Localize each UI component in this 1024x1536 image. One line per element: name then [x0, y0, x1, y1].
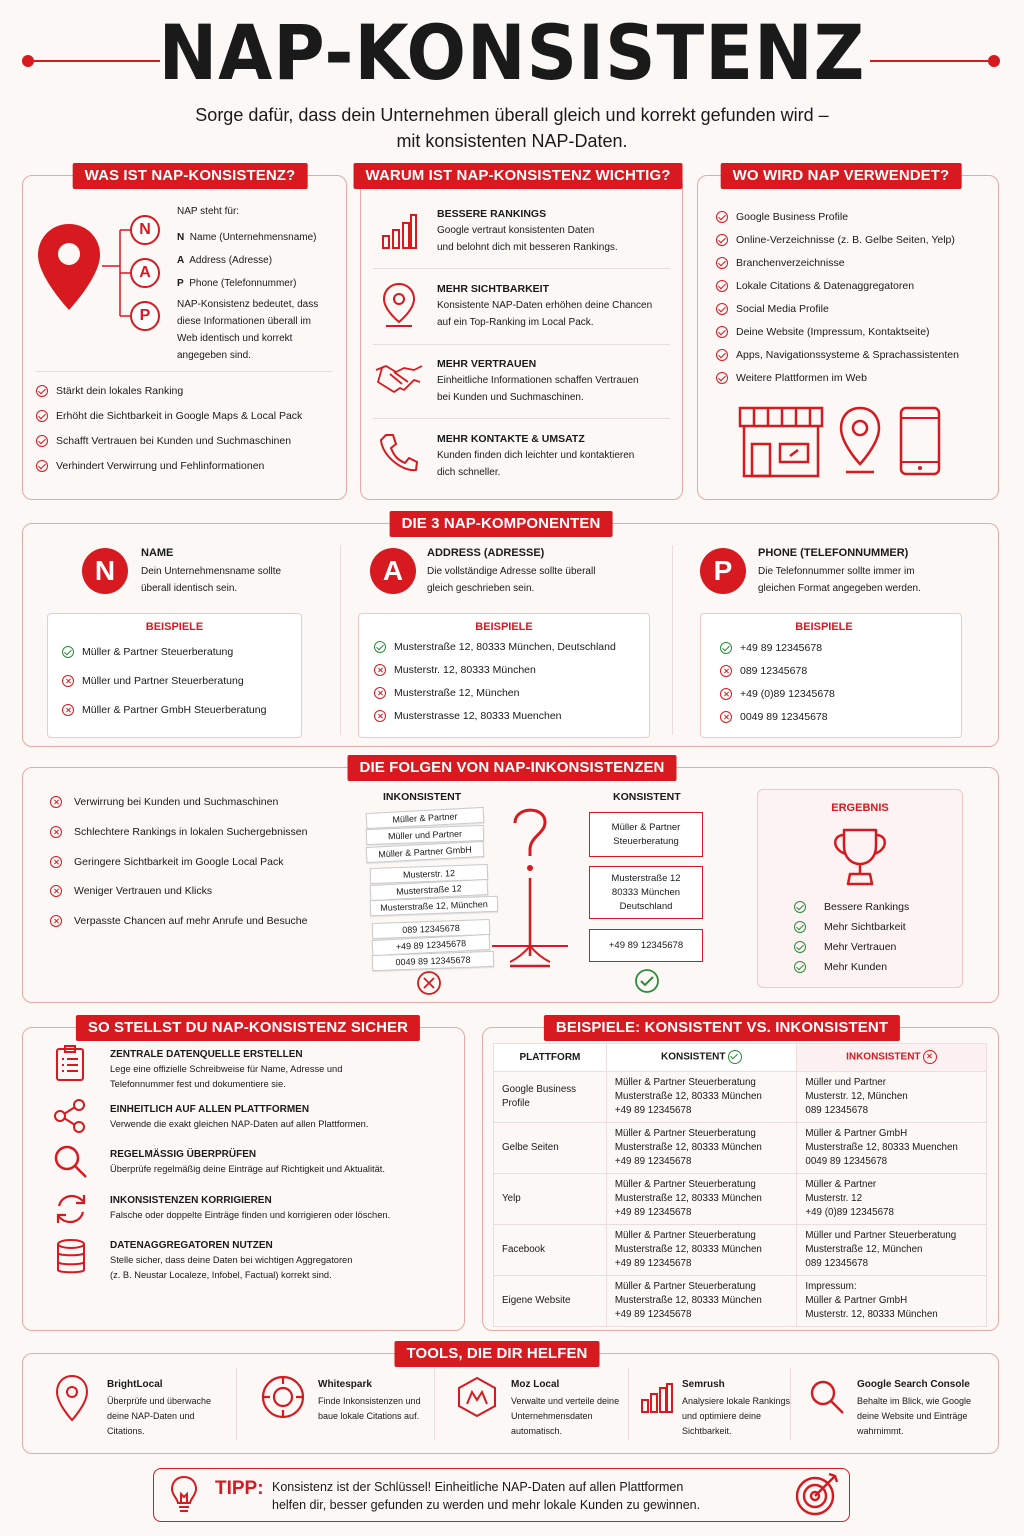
- tipp-text: Konsistenz ist der Schlüssel! Einheitliche NAP-Daten auf allen Plattformen helfen dir, besser gefunden zu werden und mehr lokale Kunden zu gewinnen.: [272, 1480, 701, 1512]
- sicher-item-aggregatoren: DATENAGGREGATOREN NUTZEN Stelle sicher, dass deine Daten bei wichtigen Aggregatoren (z. B. Neustar Localeze, Infobel, Factual) korrekt sind.: [110, 1240, 353, 1280]
- ergebnis-item: Mehr Sichtbarkeit: [794, 921, 906, 933]
- kon-phone-box: +49 89 12345678: [589, 929, 703, 962]
- table-row: Eigene Website Müller & Partner Steuerberatung Musterstraße 12, 80333 München +49 89 12345678 Impressum: Müller & Partner GmbH Musterstr. 12, 80333 München: [494, 1276, 987, 1327]
- wo-title: WO WIRD NAP VERWENDET?: [721, 163, 962, 189]
- usage-item: Apps, Navigationssysteme & Sprachassistenten: [716, 349, 959, 361]
- x-icon: [923, 1050, 937, 1064]
- handshake-icon: [374, 362, 424, 394]
- tool-semrush: Semrush Analysiere lokale Rankings und optimiere deine Sichtbarkeit.: [682, 1379, 791, 1436]
- storefront-icon: [736, 404, 826, 480]
- page-subtitle: [0, 102, 1024, 154]
- page-title: NAP-KONSISTENZ: [158, 8, 866, 98]
- refresh-icon: [53, 1192, 89, 1226]
- letter-badge-p: P: [700, 548, 746, 594]
- check-icon: [36, 385, 48, 397]
- table-row: Yelp Müller & Partner Steuerberatung Musterstraße 12, 80333 München +49 89 12345678 Müller & Partner Musterstr. 12 +49 (0)89 12345678: [494, 1174, 987, 1225]
- benefit-item: Verhindert Verwirrung und Fehlinformationen: [36, 460, 264, 472]
- bar-chart-icon: [380, 212, 418, 250]
- check-icon: [716, 349, 728, 361]
- moz-hexagon-icon: [456, 1376, 498, 1418]
- pin-icon: [54, 1374, 90, 1422]
- check-icon: [36, 460, 48, 472]
- database-icon: [55, 1238, 87, 1276]
- komponenten-divider: [672, 545, 673, 735]
- example-item: 0049 89 12345678: [720, 711, 828, 723]
- x-icon: [720, 688, 732, 700]
- check-icon: [716, 234, 728, 246]
- usage-item: Social Media Profile: [716, 303, 829, 315]
- ergebnis-item: Bessere Rankings: [794, 901, 909, 913]
- letter-badge-n: N: [82, 548, 128, 594]
- nap-letter-p: P: [130, 301, 160, 331]
- x-icon: [50, 856, 62, 868]
- usage-item: Deine Website (Impressum, Kontaktseite): [716, 326, 930, 338]
- target-circle-icon: [260, 1374, 306, 1420]
- sicher-item-korrigieren: INKONSISTENZEN KORRIGIEREN Falsche oder doppelte Einträge finden und korrigieren oder löschen.: [110, 1195, 391, 1220]
- warum-item-vertrauen: MEHR VERTRAUEN Einheitliche Informationen schaffen Vertrauen bei Kunden und Suchmaschinen.: [437, 358, 639, 403]
- ink-card: +49 89 12345678: [372, 934, 491, 956]
- warum-item-sichtbarkeit: MEHR SICHTBARKEIT Konsistente NAP-Daten erhöhen deine Chancen auf ein Top-Ranking im Local Pack.: [437, 283, 653, 328]
- warum-title: WARUM IST NAP-KONSISTENZ WICHTIG?: [354, 163, 683, 189]
- tools-divider: [790, 1368, 791, 1440]
- ink-card: Müller und Partner: [366, 825, 484, 845]
- warum-divider: [373, 418, 670, 419]
- balance-scale-icon: [490, 798, 570, 978]
- clipboard-icon: [55, 1044, 85, 1082]
- ink-card: Musterstr. 12: [370, 864, 488, 884]
- x-icon: [50, 826, 62, 838]
- x-icon: [50, 796, 62, 808]
- check-icon: [716, 257, 728, 269]
- map-pin-icon: [382, 282, 416, 328]
- sicher-item-datenquelle: ZENTRALE DATENQUELLE ERSTELLEN Lege eine offizielle Schreibweise für Name, Adresse und Telefonnummer fest und dokumentiere sie.: [110, 1049, 343, 1089]
- sicher-title: SO STELLST DU NAP-KONSISTENZ SICHER: [76, 1015, 420, 1041]
- table-header-row: [494, 1044, 987, 1072]
- x-icon: [374, 687, 386, 699]
- beispiele-title: BEISPIELE: KONSISTENT VS. INKONSISTENT: [544, 1015, 900, 1041]
- komponent-address-text: ADDRESS (ADRESSE) Die vollständige Adresse sollte überall gleich geschrieben sein.: [427, 547, 596, 594]
- example-item: Musterstraße 12, München: [374, 687, 519, 699]
- usage-item: Online-Verzeichnisse (z. B. Gelbe Seiten, Yelp): [716, 234, 955, 246]
- example-item: Musterstr. 12, 80333 München: [374, 664, 536, 676]
- check-icon: [794, 941, 806, 953]
- ink-card: Müller & Partner: [366, 807, 485, 829]
- usage-item: Google Business Profile: [716, 211, 848, 223]
- inconsistent-x-icon: [416, 970, 442, 996]
- x-icon: [374, 710, 386, 722]
- nap-letter-a: A: [130, 258, 160, 288]
- table-row: Gelbe Seiten Müller & Partner Steuerberatung Musterstraße 12, 80333 München +49 89 12345678 Müller & Partner GmbH Musterstraße 12, 80333 Muenchen 0049 89 12345678: [494, 1123, 987, 1174]
- x-icon: [720, 711, 732, 723]
- nap-stands-for: NAP steht für:: [177, 206, 240, 217]
- ink-card: 089 12345678: [372, 919, 490, 939]
- kon-name-box: Müller & Partner Steuerberatung: [589, 812, 703, 857]
- table-row: Facebook Müller & Partner Steuerberatung Musterstraße 12, 80333 München +49 89 12345678 Müller und Partner Steuerberatung Musterstraße 12, München 089 12345678: [494, 1225, 987, 1276]
- check-icon: [716, 280, 728, 292]
- komponenten-divider: [340, 545, 341, 735]
- check-icon: [36, 435, 48, 447]
- example-item: Müller & Partner GmbH Steuerberatung: [62, 704, 266, 716]
- check-icon: [720, 642, 732, 654]
- consistent-check-icon: [634, 968, 660, 994]
- nap-description: NAP-Konsistenz bedeutet, dass diese Informationen überall im Web identisch und korrekt angegeben sind.: [177, 299, 319, 361]
- example-item: Müller & Partner Steuerberatung: [62, 646, 233, 658]
- x-icon: [720, 665, 732, 677]
- consequence-item: Schlechtere Rankings in lokalen Suchergebnissen: [50, 826, 307, 838]
- ergebnis-item: Mehr Kunden: [794, 961, 887, 973]
- check-icon: [716, 372, 728, 384]
- location-icon: [838, 406, 882, 476]
- check-icon: [62, 646, 74, 658]
- example-item: Müller und Partner Steuerberatung: [62, 675, 244, 687]
- ink-card: 0049 89 12345678: [372, 951, 494, 971]
- col-inkonsistent: INKONSISTENT: [797, 1044, 987, 1072]
- warum-divider: [373, 268, 670, 269]
- example-item: Musterstrasse 12, 80333 Muenchen: [374, 710, 562, 722]
- tool-whitespark: Whitespark Finde Inkonsistenzen und baue lokale Citations auf.: [318, 1379, 421, 1421]
- smartphone-icon: [899, 406, 941, 476]
- check-icon: [794, 921, 806, 933]
- usage-item: Lokale Citations & Datenaggregatoren: [716, 280, 914, 292]
- tools-title: TOOLS, DIE DIR HELFEN: [394, 1341, 599, 1367]
- col-plattform: PLATTFORM: [494, 1044, 607, 1072]
- usage-item: Weitere Plattformen im Web: [716, 372, 867, 384]
- komponent-phone-text: PHONE (TELEFONNUMMER) Die Telefonnummer sollte immer im gleichen Format angegeben werden.: [758, 547, 921, 594]
- komponenten-title: DIE 3 NAP-KOMPONENTEN: [390, 511, 613, 537]
- search-icon: [808, 1378, 846, 1416]
- x-icon: [50, 915, 62, 927]
- komponent-name-text: NAME Dein Unternehmensname sollte überall identisch sein.: [141, 547, 282, 594]
- ergebnis-item: Mehr Vertrauen: [794, 941, 896, 953]
- share-icon: [53, 1098, 87, 1134]
- letter-badge-a: A: [370, 548, 416, 594]
- example-item: +49 (0)89 12345678: [720, 688, 835, 700]
- check-icon: [36, 410, 48, 422]
- benefit-item: Schafft Vertrauen bei Kunden und Suchmaschinen: [36, 435, 291, 447]
- subtitle-line-2: mit konsistenten NAP-Daten.: [396, 131, 628, 151]
- nap-definitions: N Name (Unternehmensname) A Address (Adresse) P Phone (Telefonnummer): [177, 232, 317, 289]
- check-icon: [374, 641, 386, 653]
- tipp-label: TIPP:: [215, 1478, 264, 1499]
- bar-chart-icon: [640, 1382, 674, 1414]
- check-icon: [716, 326, 728, 338]
- check-icon: [716, 303, 728, 315]
- tool-google-search-console: Google Search Console Behalte im Blick, wie Google deine Website und Einträge wahrnimmt.: [857, 1379, 972, 1436]
- was-title: WAS IST NAP-KONSISTENZ?: [73, 163, 308, 189]
- inkonsistent-label: INKONSISTENT: [383, 791, 462, 803]
- lightbulb-icon: [168, 1474, 200, 1516]
- check-icon: [794, 901, 806, 913]
- ink-card: Musterstraße 12: [370, 879, 489, 901]
- warum-item-kontakte: MEHR KONTAKTE & UMSATZ Kunden finden dich leichter und kontaktieren dich schneller.: [437, 433, 635, 478]
- example-item: +49 89 12345678: [720, 642, 822, 654]
- consequence-item: Geringere Sichtbarkeit im Google Local Pack: [50, 856, 284, 868]
- col-konsistent: KONSISTENT: [606, 1044, 797, 1072]
- check-icon: [794, 961, 806, 973]
- warum-item-rankings: BESSERE RANKINGS Google vertraut konsistenten Daten und belohnt dich mit besseren Rankings.: [437, 208, 618, 253]
- comparison-table: [493, 1043, 987, 1327]
- check-icon: [716, 211, 728, 223]
- example-item: Musterstraße 12, 80333 München, Deutschland: [374, 641, 616, 653]
- check-icon: [728, 1050, 742, 1064]
- tool-moz-local: Moz Local Verwalte und verteile deine Unternehmensdaten automatisch.: [511, 1379, 620, 1436]
- magnifier-icon: [53, 1144, 89, 1180]
- table-row: Google Business Profile Müller & Partner Steuerberatung Musterstraße 12, 80333 München +49 89 12345678 Müller und Partner Musterstr. 12, München 089 12345678: [494, 1072, 987, 1123]
- x-icon: [374, 664, 386, 676]
- benefit-item: Stärkt dein lokales Ranking: [36, 385, 183, 397]
- sicher-item-pruefen: REGELMÄSSIG ÜBERPRÜFEN Überprüfe regelmäßig deine Einträge auf Richtigkeit und Aktualität.: [110, 1149, 385, 1174]
- folgen-title: DIE FOLGEN VON NAP-INKONSISTENZEN: [348, 755, 677, 781]
- nap-letter-n: N: [130, 215, 160, 245]
- ergebnis-title: ERGEBNIS: [831, 802, 889, 814]
- tools-divider: [628, 1368, 629, 1440]
- konsistent-label: KONSISTENT: [613, 791, 681, 803]
- tool-brightlocal: BrightLocal Überprüfe und überwache deine NAP-Daten und Citations.: [107, 1379, 212, 1436]
- location-pin-icon: [36, 222, 102, 312]
- examples-label: BEISPIELE: [475, 621, 533, 633]
- tools-divider: [434, 1368, 435, 1440]
- ink-card: Musterstraße 12, München: [370, 896, 498, 916]
- example-item: 089 12345678: [720, 665, 807, 677]
- benefit-item: Erhöht die Sichtbarkeit in Google Maps & Local Pack: [36, 410, 302, 422]
- subtitle-line-1: Sorge dafür, dass dein Unternehmen überall gleich und korrekt gefunden wird –: [195, 105, 829, 125]
- consequence-item: Weniger Vertrauen und Klicks: [50, 885, 212, 897]
- kon-address-box: Musterstraße 12 80333 München Deutschland: [589, 866, 703, 919]
- x-icon: [62, 704, 74, 716]
- consequence-item: Verwirrung bei Kunden und Suchmaschinen: [50, 796, 278, 808]
- phone-icon: [378, 432, 418, 474]
- sicher-item-einheitlich: EINHEITLICH AUF ALLEN PLATTFORMEN Verwende die exakt gleichen NAP-Daten auf allen Plattformen.: [110, 1104, 369, 1129]
- usage-item: Branchenverzeichnisse: [716, 257, 845, 269]
- consequence-item: Verpasste Chancen auf mehr Anrufe und Besuche: [50, 915, 308, 927]
- examples-label: BEISPIELE: [795, 621, 853, 633]
- ink-card: Müller & Partner GmbH: [366, 841, 485, 863]
- target-arrow-icon: [793, 1470, 841, 1518]
- was-divider: [36, 371, 332, 372]
- x-icon: [62, 675, 74, 687]
- trophy-icon: [826, 826, 894, 890]
- warum-divider: [373, 344, 670, 345]
- tools-divider: [236, 1368, 237, 1440]
- examples-label: BEISPIELE: [145, 621, 204, 633]
- x-icon: [50, 885, 62, 897]
